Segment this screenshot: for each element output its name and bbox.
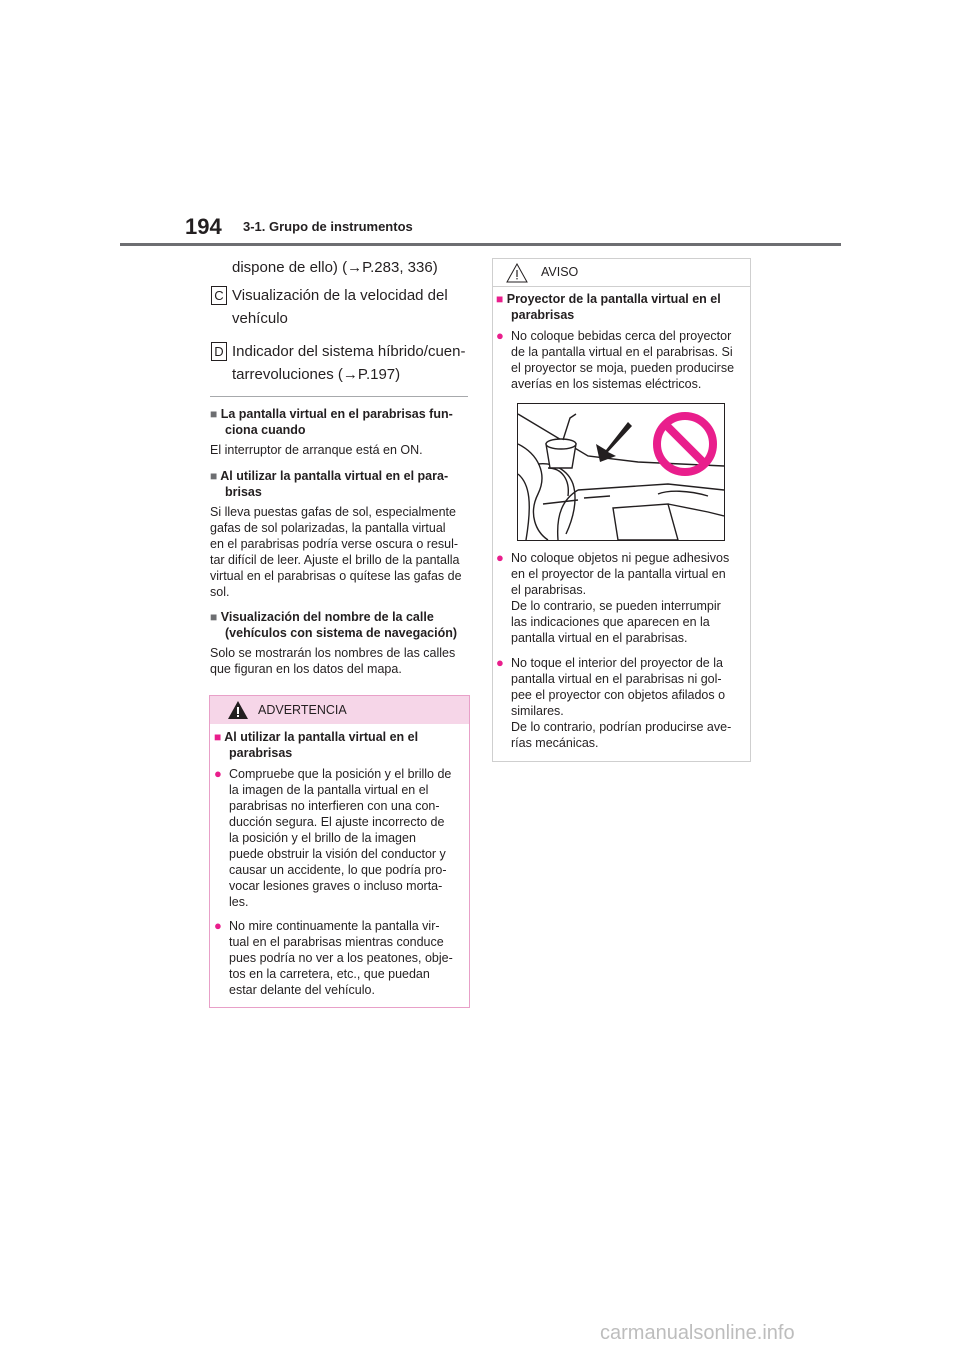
square-bullet-icon: ■ — [496, 292, 504, 306]
note-3-body — [210, 645, 472, 677]
warning-line: ducción segura. El ajuste incorrecto de — [229, 815, 445, 829]
note-2-line: tar difícil de leer. Ajuste el brillo de la pantalla — [210, 553, 460, 567]
note-2-line: en el parabrisas podría verse oscura o resul- — [210, 537, 459, 551]
item-d-line2: tarrevoluciones (→P.197) — [232, 366, 401, 383]
page-number: 194 — [185, 214, 222, 239]
notice-line: pee el proyector con objetos afilados o — [511, 688, 726, 702]
note-2-line: Si lleva puestas gafas de sol, especialmente — [210, 505, 456, 519]
warning-line: puede obstruir la visión del conductor y — [229, 847, 446, 861]
notice-line: averías en los sistemas eléctricos. — [511, 377, 702, 391]
item-c-letter: C — [211, 286, 227, 305]
note-2-line: sol. — [210, 585, 230, 599]
note-3-line: Solo se mostrarán los nombres de las calles — [210, 646, 456, 660]
square-bullet-icon: ■ — [210, 610, 218, 624]
note-3-heading: ■ Visualización del nombre de la calle — [210, 610, 434, 624]
notice-line: las indicaciones que aparecen en la — [511, 615, 710, 629]
warning-line: la posición y el brillo de la imagen — [229, 831, 416, 845]
note-2-line: virtual en el parabrisas o quítese las gafas de — [210, 569, 462, 583]
projector-illustration — [517, 403, 725, 541]
notice-heading-2: parabrisas — [511, 308, 575, 322]
divider — [210, 396, 468, 397]
note-1-heading: ■ La pantalla virtual en el parabrisas fun- — [210, 407, 453, 421]
warning-bullet-1 — [214, 766, 464, 910]
notice-line: No coloque bebidas cerca del proyector — [511, 329, 732, 343]
caution-triangle-icon — [506, 263, 528, 283]
note-2 — [210, 468, 472, 600]
note-3-heading-2: (vehículos con sistema de navegación) — [225, 626, 458, 640]
warning-heading-2: parabrisas — [229, 746, 293, 760]
warning-line: Compruebe que la posición y el brillo de — [229, 767, 452, 781]
item-c-line1: Visualización de la velocidad del — [232, 287, 448, 304]
item-d — [211, 341, 227, 363]
notice-line: No toque el interior del proyector de la — [511, 656, 723, 670]
note-1-body: El interruptor de arranque está en ON. — [210, 443, 423, 457]
note-2-line: gafas de sol polarizadas, la pantalla virtual — [210, 521, 446, 535]
warning-line: parabrisas no interfieren con una con- — [229, 799, 440, 813]
notice-line: pantalla virtual en el parabrisas ni gol- — [511, 672, 722, 686]
item-c — [211, 285, 227, 307]
item-d-letter: D — [211, 342, 227, 361]
circle-bullet-icon: ● — [496, 550, 504, 565]
note-2-heading-2: brisas — [225, 485, 262, 499]
notice-line: en el proyector de la pantalla virtual en — [511, 567, 726, 581]
notice-line: el proyector se moja, pueden producirse — [511, 361, 735, 375]
warning-line: No mire continuamente la pantalla vir- — [229, 919, 440, 933]
notice-line: pantalla virtual en el parabrisas. — [511, 631, 688, 645]
notice-content-top — [496, 291, 746, 392]
warning-bullet-2 — [214, 918, 464, 998]
notice-line: el parabrisas. — [511, 583, 587, 597]
warning-heading: ■ Al utilizar la pantalla virtual en el — [214, 730, 419, 744]
header-rule — [120, 243, 841, 246]
notice-line: De lo contrario, podrían producirse ave- — [511, 720, 732, 734]
notice-line: similares. — [511, 704, 564, 718]
continued-line: dispone de ello) (→P.283, 336) — [232, 259, 438, 276]
square-bullet-icon: ■ — [210, 469, 218, 483]
notice-header — [493, 259, 750, 287]
note-3-line: que figuran en los datos del mapa. — [210, 662, 402, 676]
watermark: carmanualsonline.info — [600, 1322, 795, 1344]
notice-line: No coloque objetos ni pegue adhesivos — [511, 551, 730, 565]
circle-bullet-icon: ● — [214, 766, 222, 781]
section-title: 3-1. Grupo de instrumentos — [243, 219, 413, 234]
note-2-heading: ■ Al utilizar la pantalla virtual en el para- — [210, 469, 449, 483]
warning-line: la imagen de la pantalla virtual en el — [229, 783, 429, 797]
square-bullet-icon: ■ — [214, 730, 222, 744]
warning-line: pues podría no ver a los peatones, obje- — [229, 951, 453, 965]
item-c-line2: vehículo — [232, 310, 288, 327]
notice-line: rías mecánicas. — [511, 736, 599, 750]
warning-line: causar un accidente, lo que podría pro- — [229, 863, 447, 877]
note-2-body — [210, 504, 472, 600]
notice-bullet-1 — [496, 328, 746, 392]
notice-heading: ■ Proyector de la pantalla virtual en el — [496, 292, 721, 306]
note-1 — [210, 406, 472, 458]
projector-drink-illustration — [518, 404, 724, 540]
square-bullet-icon: ■ — [210, 407, 218, 421]
warning-header — [210, 696, 469, 724]
item-d-line1: Indicador del sistema híbrido/cuen- — [232, 343, 466, 360]
notice-line: de la pantalla virtual en el parabrisas. Si — [511, 345, 733, 359]
circle-bullet-icon: ● — [214, 918, 222, 933]
warning-line: tual en el parabrisas mientras conduce — [229, 935, 444, 949]
notice-title: AVISO — [541, 265, 579, 279]
warning-triangle-icon — [227, 700, 249, 720]
warning-line: vocar lesiones graves o incluso morta- — [229, 879, 443, 893]
notice-line: De lo contrario, se pueden interrumpir — [511, 599, 721, 613]
notice-bullet-3 — [496, 655, 746, 751]
notice-content-bottom — [496, 550, 746, 751]
note-1-heading-2: ciona cuando — [225, 423, 306, 437]
warning-line: estar delante del vehículo. — [229, 983, 375, 997]
warning-line: tos en la carretera, etc., que puedan — [229, 967, 430, 981]
warning-title: ADVERTENCIA — [258, 703, 347, 717]
notice-bullet-2 — [496, 550, 746, 646]
circle-bullet-icon: ● — [496, 655, 504, 670]
note-3 — [210, 609, 472, 677]
circle-bullet-icon: ● — [496, 328, 504, 343]
warning-content — [214, 729, 464, 998]
warning-line: les. — [229, 895, 249, 909]
